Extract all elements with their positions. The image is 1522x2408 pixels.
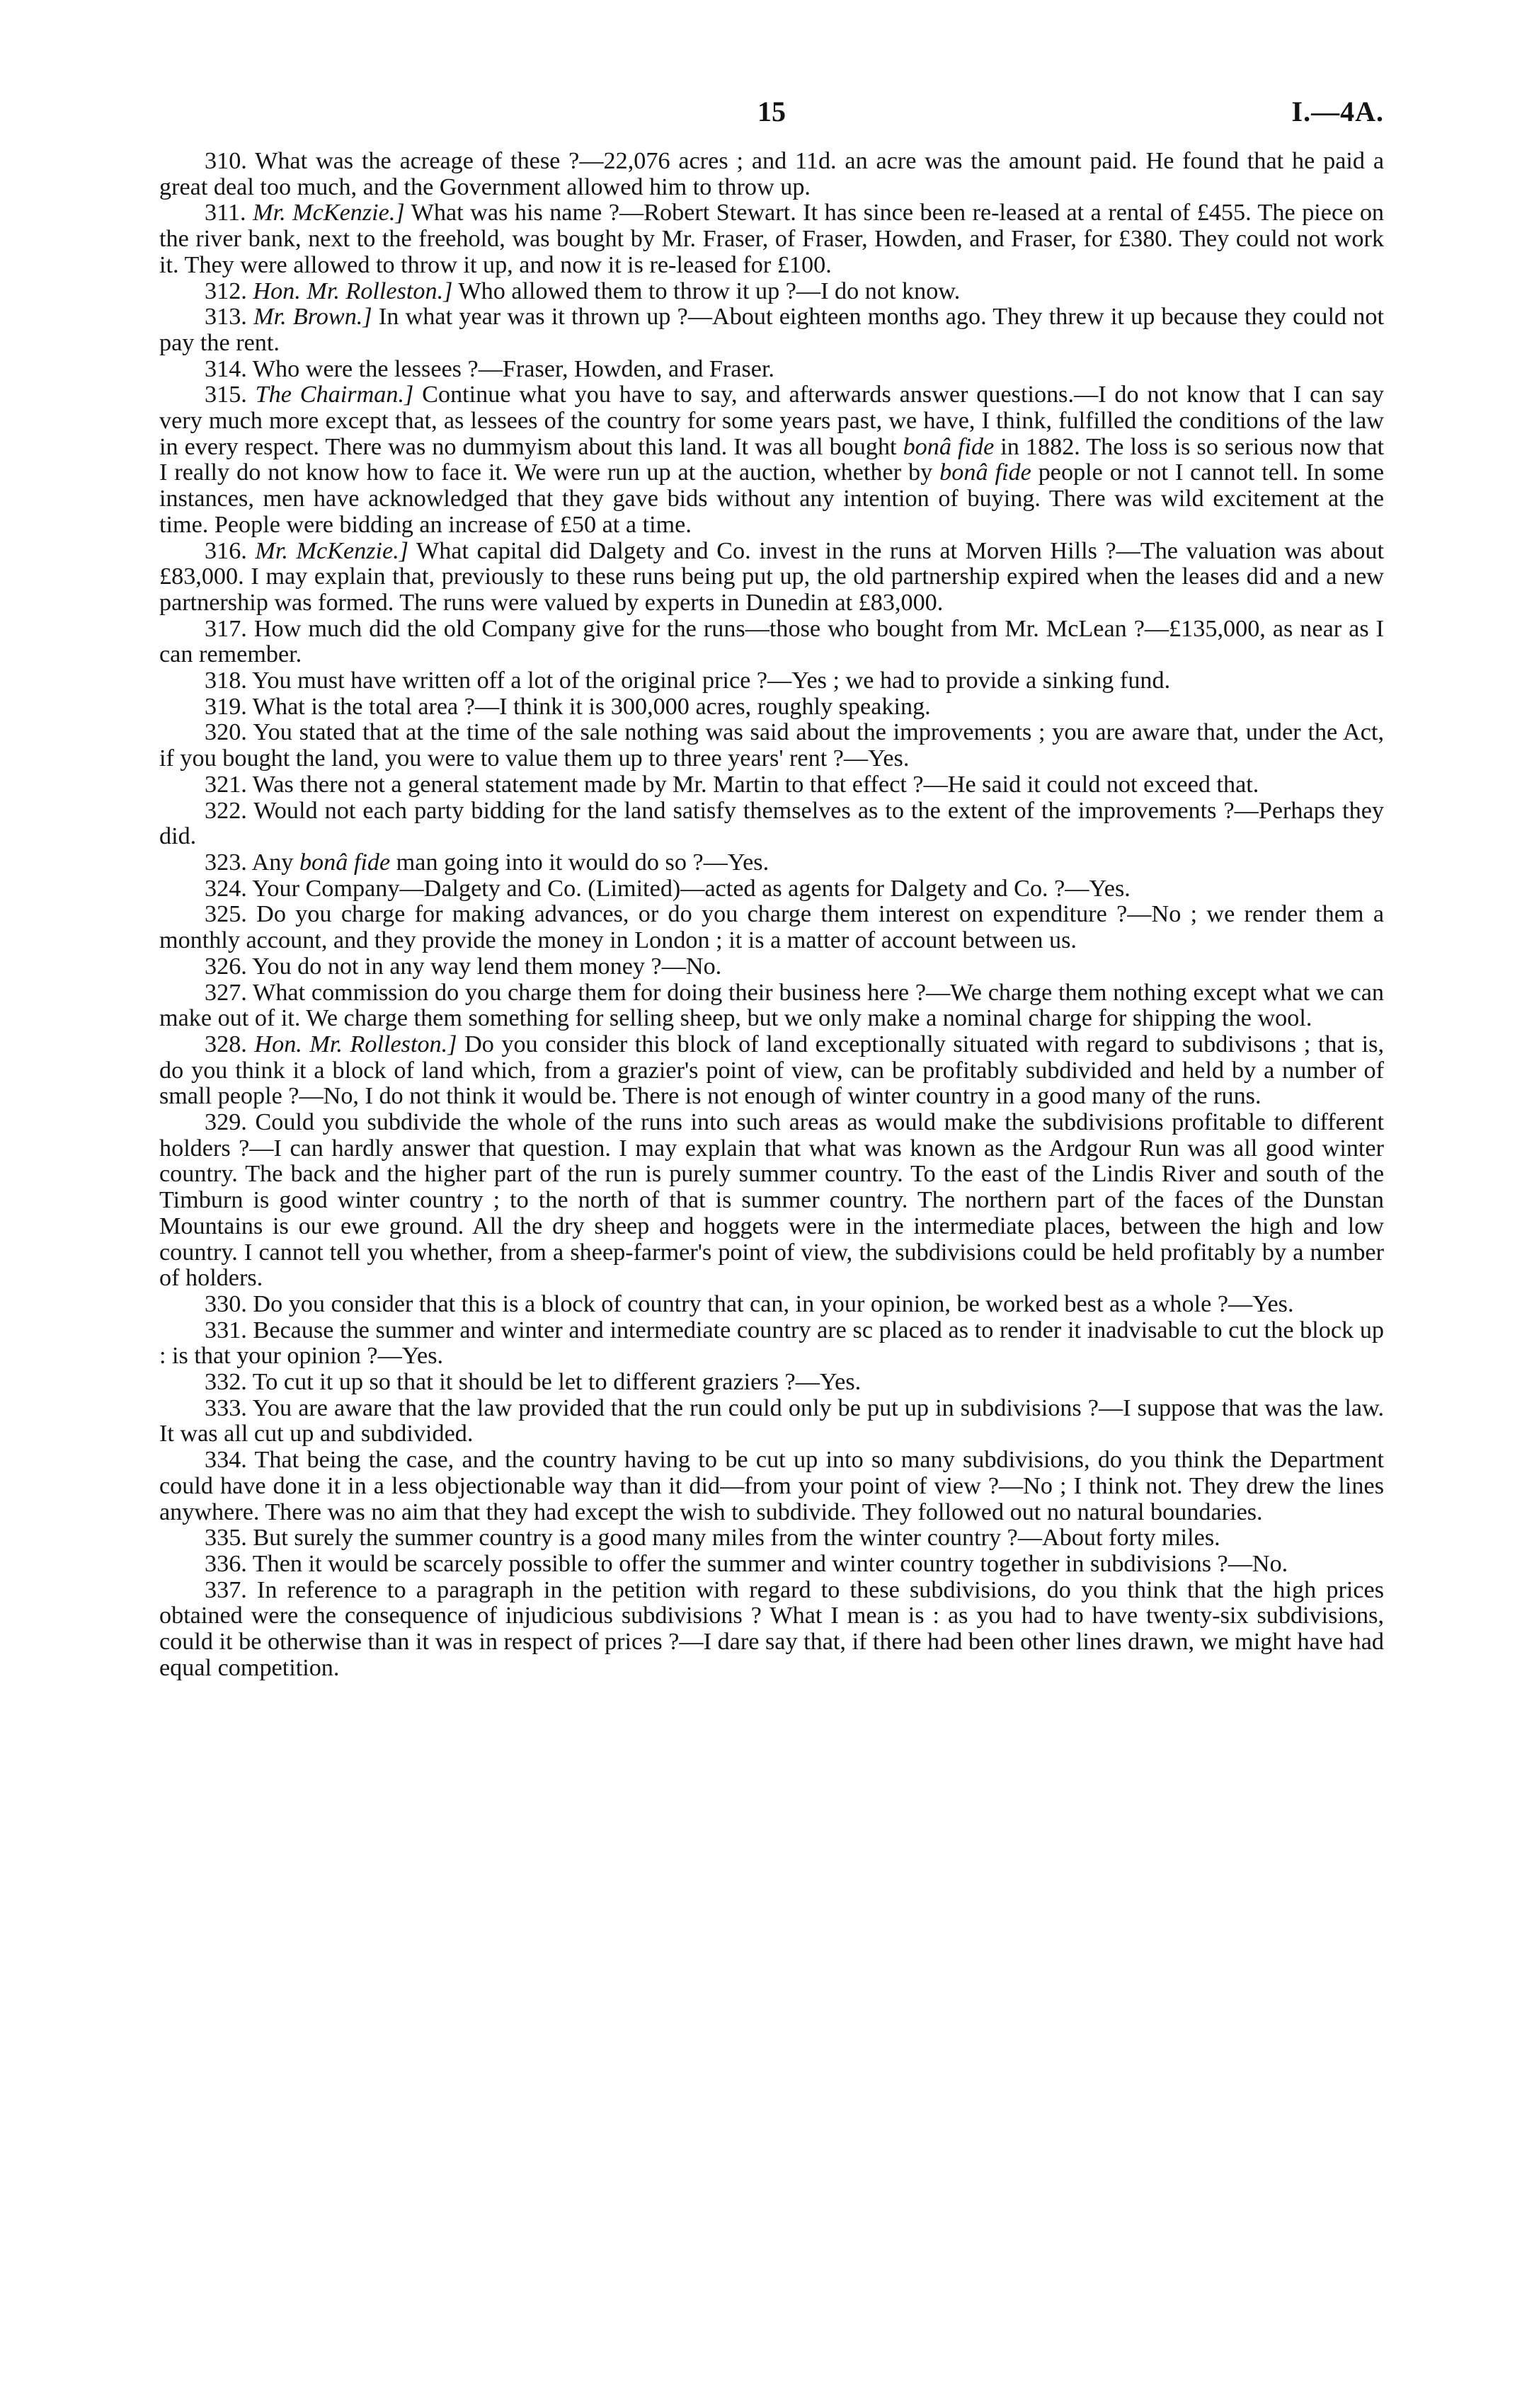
page-header: [159, 96, 1384, 149]
question-text: Do you consider that this is a block of country that can, in your opinion, be worked best as a whole ?—Yes.: [253, 1290, 1294, 1317]
question-text: What capital did Dalgety and Co. invest in the runs at Morven Hills ?—The valuation was about £83,000. I may explain that, previously to these runs being put up, the old partnership expired when the leases did and a new partnership was formed. The runs were valued by experts in Dunedin at £83,000.: [159, 537, 1384, 616]
question-text: Could you subdivide the whole of the runs into such areas as would make the subdivisions profitable to different holders ?—I can hardly answer that question. I may explain that what was known as the Ardgour Run was all good winter country. The back and the higher part of the run is purely summer country. To the east of the Lindis River and south of the Timburn is good winter country ; to the north of that is summer country. The northern part of the faces of the Dunstan Mountains is our ewe ground. All the dry sheep and hoggets were in the intermediate places, between the high and low country. I cannot tell you whether, from a sheep-farmer's point of view, the subdivisions could be held profitably by a number of holders.: [159, 1109, 1384, 1292]
question-text-cont: people or not I cannot tell. In some instances, men have acknowledged that they gave bids without any intention of buying. There was wild excitement at the time. People were bidding an increase of £50 at a time.: [159, 459, 1384, 538]
speaker-label: The Chairman.]: [255, 382, 414, 408]
question-text: To cut it up so that it should be let to different graziers ?—Yes.: [252, 1369, 862, 1396]
question-number: 333.: [205, 1394, 247, 1421]
question-number: 315.: [205, 382, 247, 408]
question-number: 318.: [205, 667, 247, 694]
speaker-label: Hon. Mr. Rolleston.]: [253, 277, 453, 304]
testimony-paragraph: [159, 1318, 1384, 1370]
testimony-paragraph: [159, 1578, 1384, 1682]
testimony-paragraph: [159, 694, 1384, 721]
question-number: 316.: [205, 537, 247, 564]
testimony-paragraph: [159, 876, 1384, 902]
testimony-paragraph: [159, 720, 1384, 772]
question-number: 328.: [205, 1031, 247, 1057]
testimony-paragraph: [159, 1525, 1384, 1552]
question-text-cont: man going into it would do so ?—Yes.: [390, 849, 769, 876]
question-text: In reference to a paragraph in the petition with regard to these subdivisions, do you think that the high prices obtained were the consequence of injudicious subdivisions ? What I mean is : as you had to have twenty-six subdivisions, could it be otherwise than it was in respect of prices ?—I dare say that, if there had been other lines drawn, we might have had equal competition.: [159, 1576, 1384, 1681]
latin-phrase: bonâ fide: [903, 433, 995, 460]
question-number: 320.: [205, 719, 247, 746]
question-text-cont: in 1882. The loss is so serious now that I really do not know how to face it. We were run up at the auction, whether by: [159, 433, 1385, 486]
speaker-label: Mr. Brown.]: [253, 304, 372, 331]
testimony-paragraph: [159, 1292, 1384, 1318]
testimony-paragraph: [159, 1032, 1384, 1110]
question-text: Do you charge for making advances, or do you charge them interest on expenditure ?—No ; we render them a monthly account, and they provide the money in London ; it is a matter of account between us.: [159, 901, 1385, 954]
question-number: 329.: [205, 1109, 247, 1136]
testimony-paragraph: [159, 902, 1384, 953]
testimony-paragraph: [159, 304, 1384, 356]
question-number: 325.: [205, 901, 247, 928]
testimony-paragraph: [159, 1447, 1384, 1525]
testimony-paragraph: [159, 954, 1384, 980]
document-page: [159, 96, 1385, 1681]
testimony-body: [159, 149, 1384, 1681]
page-number: 15: [757, 96, 786, 127]
question-number: 317.: [205, 615, 247, 642]
testimony-paragraph: [159, 798, 1384, 850]
question-text: But surely the summer country is a good many miles from the winter country ?—About forty miles.: [253, 1525, 1220, 1552]
speaker-label: Hon. Mr. Rolleston.]: [254, 1031, 457, 1057]
testimony-paragraph: [159, 1110, 1384, 1292]
question-number: 323.: [205, 849, 247, 876]
testimony-paragraph: [159, 539, 1384, 617]
question-number: 331.: [205, 1317, 247, 1343]
question-text: You stated that at the time of the sale nothing was said about the improvements ; you are aware that, under the Act, if you bought the land, you were to value them up to three years' rent ?—Yes.: [159, 719, 1385, 772]
latin-phrase: bonâ fide: [939, 459, 1031, 486]
question-text: What was his name ?—Robert Stewart. It has since been re-leased at a rental of £455. The piece on the river bank, next to the freehold, was bought by Mr. Fraser, of Fraser, Howden, and Fraser, for £380. They could not work it. They were allowed to throw it up, and now it is re-leased for £100.: [159, 200, 1385, 278]
question-number: 332.: [205, 1369, 247, 1396]
question-text: What was the acreage of these ?—22,076 acres ; and 11d. an acre was the amount paid. He found that he paid a great deal too much, and the Government allowed him to throw up.: [159, 148, 1384, 200]
question-text: Any: [251, 849, 299, 876]
testimony-paragraph: [159, 1370, 1384, 1396]
question-number: 310.: [205, 148, 247, 174]
question-text: You do not in any way lend them money ?—No.: [252, 953, 722, 980]
question-text: Was there not a general statement made by Mr. Martin to that effect ?—He said it could not exceed that.: [252, 771, 1259, 798]
document-reference: I.—4A.: [1291, 96, 1384, 127]
question-number: 326.: [205, 953, 247, 980]
speaker-label: Mr. McKenzie.]: [255, 537, 409, 564]
question-text: Continue what you have to say, and afterwards answer questions.—I do not know that I can say very much more except that, as lessees of the country for some years past, we have, I think, fulfilled the conditions of the law in every respect. There was no dummyism about this land. It was all bought: [159, 382, 1384, 460]
question-text: That being the case, and the country having to be cut up into so many subdivisions, do you think the Department could have done it in a less objectionable way than it did—from your point of view ?—No ; I think not. They drew the lines anywhere. There was no aim that they had except the wish to subdivide. They followed out no natural boundaries.: [159, 1447, 1384, 1525]
testimony-paragraph: [159, 617, 1384, 668]
speaker-label: Mr. McKenzie.]: [253, 200, 405, 227]
testimony-paragraph: [159, 382, 1384, 538]
testimony-paragraph: [159, 200, 1384, 278]
question-text: What commission do you charge them for doing their business here ?—We charge them nothing except what we can make out of it. We charge them something for selling sheep, but we only make a nominal charge for shipping the wool.: [159, 979, 1384, 1032]
question-number: 330.: [205, 1290, 247, 1317]
question-text: How much did the old Company give for the runs—those who bought from Mr. McLean ?—£135,000, as near as I can remember.: [159, 615, 1385, 668]
question-number: 313.: [205, 304, 247, 331]
question-number: 327.: [205, 979, 247, 1006]
question-text: Who were the lessees ?—Fraser, Howden, and Fraser.: [252, 355, 774, 382]
question-text: You must have written off a lot of the original price ?—Yes ; we had to provide a sinking fund.: [252, 667, 1171, 694]
testimony-paragraph: [159, 149, 1384, 200]
question-text: What is the total area ?—I think it is 300,000 acres, roughly speaking.: [252, 693, 931, 720]
question-text: Your Company—Dalgety and Co. (Limited)—acted as agents for Dalgety and Co. ?—Yes.: [252, 875, 1131, 902]
question-number: 334.: [205, 1447, 247, 1474]
question-number: 312.: [205, 277, 247, 304]
question-text: You are aware that the law provided that the run could only be put up in subdivisions ?—I suppose that was the law. It was all cut up and subdivided.: [159, 1394, 1385, 1447]
question-text: Do you consider this block of land exceptionally situated with regard to subdivisons ; that is, do you think it a block of land which, from a grazier's point of view, can be profitably subdivided and held by a number of small people ?—No, I do not think it would be. There is not enough of winter country in a good many of the runs.: [159, 1031, 1385, 1110]
question-number: 319.: [205, 693, 247, 720]
question-number: 335.: [205, 1525, 247, 1552]
question-number: 321.: [205, 771, 247, 798]
question-number: 314.: [205, 355, 247, 382]
testimony-paragraph: [159, 1552, 1384, 1578]
question-text: Then it would be scarcely possible to offer the summer and winter country together in subdivisions ?—No.: [252, 1550, 1288, 1577]
question-text: Would not each party bidding for the land satisfy themselves as to the extent of the improvements ?—Perhaps they did.: [159, 797, 1384, 850]
question-number: 324.: [205, 875, 247, 902]
testimony-paragraph: [159, 772, 1384, 798]
testimony-paragraph: [159, 850, 1384, 876]
testimony-paragraph: [159, 1396, 1384, 1447]
question-number: 337.: [205, 1576, 247, 1603]
testimony-paragraph: [159, 980, 1384, 1032]
question-number: 311.: [205, 200, 246, 227]
testimony-paragraph: [159, 279, 1384, 305]
question-text: In what year was it thrown up ?—About eighteen months ago. They threw it up because they could not pay the rent.: [159, 304, 1384, 356]
question-text: Because the summer and winter and intermediate country are sc placed as to render it inadvisable to cut the block up : is that your opinion ?—Yes.: [159, 1317, 1385, 1370]
latin-phrase: bonâ fide: [299, 849, 391, 876]
question-number: 336.: [205, 1550, 247, 1577]
question-number: 322.: [205, 797, 247, 824]
testimony-paragraph: [159, 668, 1384, 694]
testimony-paragraph: [159, 357, 1384, 383]
question-text: Who allowed them to throw it up ?—I do not know.: [452, 277, 961, 304]
